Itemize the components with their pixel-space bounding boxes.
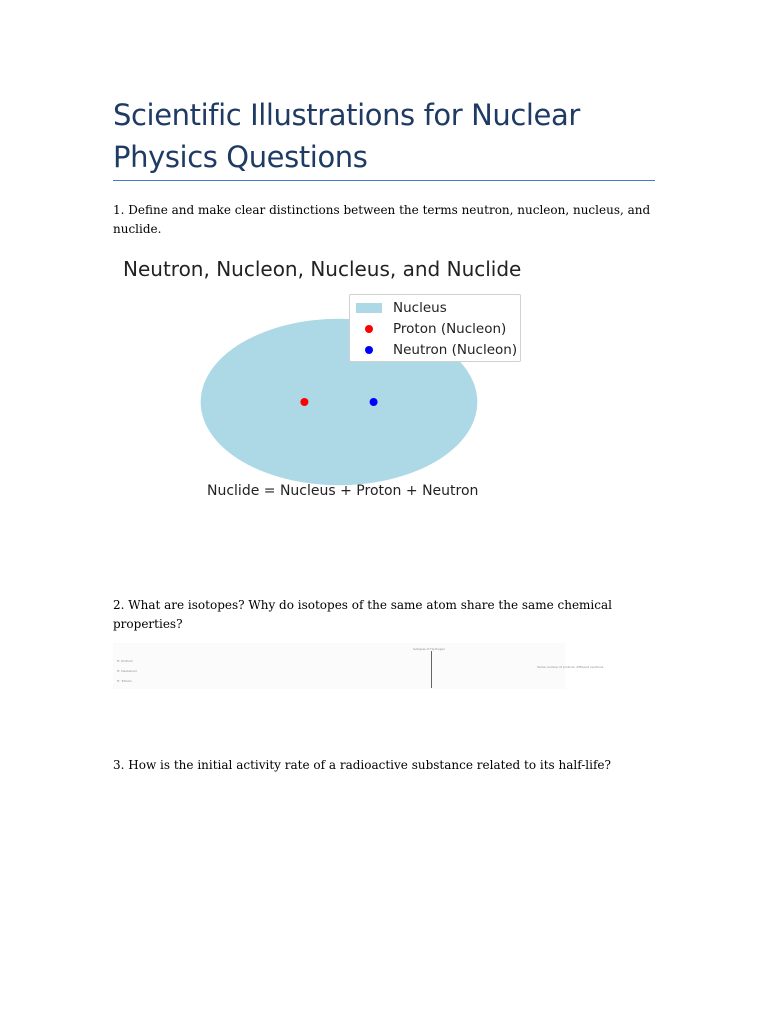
- legend-label: Neutron (Nucleon): [393, 342, 518, 358]
- chart-title: Neutron, Nucleon, Nucleus, and Nuclide: [123, 257, 522, 281]
- isotope-label: H: Tritium: [117, 679, 132, 683]
- legend-label: Nucleus: [393, 300, 447, 316]
- nuclear-diagram-figure: [113, 253, 573, 533]
- title-underline: [113, 180, 655, 181]
- neutron-point: [370, 398, 378, 406]
- isotope-note: Same number of protons; different neutrons: [537, 665, 604, 669]
- isotope-label: H: Deuterium: [117, 669, 138, 673]
- isotope-label: H: Protium: [117, 659, 133, 663]
- proton-point: [300, 398, 308, 406]
- legend-entry-proton: [350, 319, 520, 339]
- question-1: 1. Define and make clear distinctions between the terms neutron, nucleon, nucleus, and nuclide.: [113, 203, 651, 236]
- isotopes-figure-title: Isotopes of Hydrogen: [413, 647, 445, 651]
- question-3: 3. How is the initial activity rate of a radioactive substance related to its half-life?: [113, 758, 611, 772]
- legend-entry-nucleus: [350, 298, 520, 318]
- legend-entry-neutron: [350, 340, 520, 360]
- neutron-marker: [365, 346, 373, 354]
- nucleus-swatch: [356, 303, 382, 313]
- proton-marker: [365, 325, 373, 333]
- figure-divider: [431, 651, 432, 688]
- document-title: Scientific Illustrations for Nuclear Physics Questions: [113, 98, 580, 174]
- legend-label: Proton (Nucleon): [393, 321, 507, 337]
- question-2: 2. What are isotopes? Why do isotopes of the same atom share the same chemical properties?: [113, 598, 612, 631]
- isotopes-figure-thumbnail: [113, 643, 604, 689]
- chart-legend: [349, 294, 521, 362]
- nuclide-annotation: Nuclide = Nucleus + Proton + Neutron: [207, 483, 479, 499]
